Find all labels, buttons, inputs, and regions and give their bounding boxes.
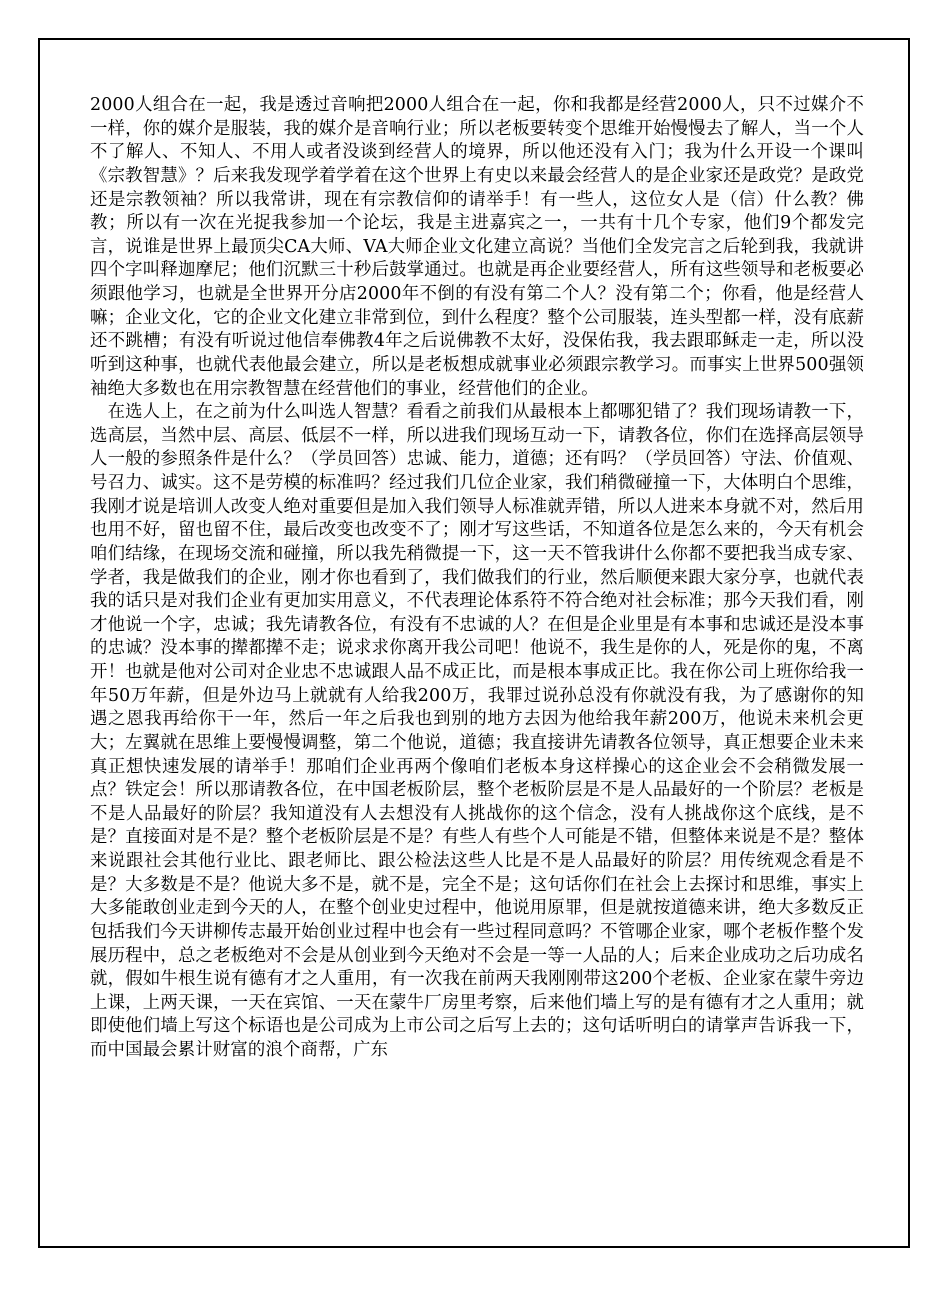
paragraph-1: 2000人组合在一起，我是透过音响把2000人组合在一起，你和我都是经营2000人，只不过媒介不一样，你的媒介是服装，我的媒介是音响行业；所以老板要转变个思维开始慢慢去了解人，当一个人不了解人、不知人、不用人或者没谈到经营人的境界，所以他还没有入门；我为什么开设一个课叫《宗教智慧》？后来我发现学着学着在这个世界上有史以来最会经营人的是企业家还是政党？是政党还是宗教领袖？所以我常讲，现在有宗教信仰的请举手！有一些人，这位女人是（信）什么教？佛教；所以有一次在光捉我参加一个论坛，我是主进嘉宾之一，一共有十几个专家，他们9个都发完言，说谁是世界上最顶尖CA大师、VA大师企业文化建立高说？当他们全发完言之后轮到我，我就讲四个字叫释迦摩尼；他们沉默三十秒后鼓掌通过。也就是再企业要经营人，所有这些领导和老板要必须跟他学习，也就是全世界开分店2000年不倒的有没有第二个人？没有第二个；你看，他是经营人嘛；企业文化，它的企业文化建立非常到位，到什么程度？整个公司服装，连头型都一样，没有底薪还不跳槽；有没有听说过他信奉佛教4年之后说佛教不太好，没保佑我，我去跟耶稣走一走，所以没听到这种事，也就代表他最会建立，所以是老板想成就事业必须跟宗教学习。而事实上世界500强领袖绝大多数也在用宗教智慧在经营他们的事业，经营他们的企业。 xyxy=(90,95,864,399)
document-body xyxy=(90,94,864,1063)
paragraph-2: 在选人上，在之前为什么叫选人智慧？看看之前我们从最根本上都哪犯错了？我们现场请教一下，选高层，当然中层、高层、低层不一样，所以进我们现场互动一下，请教各位，你们在选择高层领导人一般的参照条件是什么？（学员回答）忠诚、能力，道德；还有吗？（学员回答）守法、价值观、号召力、诚实。这不是劳模的标准吗？经过我们几位企业家，我们稍微碰撞一下，大体明白个思维，我刚才说是培训人改变人绝对重要但是加入我们领导人标准就弄错，所以人进来本身就不对，然后用也用不好，留也留不住，最后改变也改变不了；刚才写这些话，不知道各位是怎么来的，今天有机会咱们结缘，在现场交流和碰撞，所以我先稍微提一下，这一天不管我讲什么你都不要把我当成专家、学者，我是做我们的企业，刚才你也看到了，我们做我们的行业，然后顺便来跟大家分享，也就代表我的话只是对我们企业有更加实用意义，不代表理论体系符不符合绝对社会标准；那今天我们看，刚才他说一个字，忠诚；我先请教各位，有没有不忠诚的人？在但是企业里是有本事和忠诚还是没本事的忠诚？没本事的撵都撵不走；说求求你离开我公司吧！他说不，我生是你的人，死是你的鬼，不离开！也就是他对公司对企业忠不忠诚跟人品不成正比，而是根本事成正比。我在你公司上班你给我一年50万年薪，但是外边马上就就有人给我200万，我罪过说孙总没有你就没有我，为了感谢你的知遇之恩我再给你干一年，然后一年之后我也到别的地方去因为他给我年薪200万，他说未来机会更大；左翼就在思维上要慢慢调整，第二个他说，道德；我直接讲先请教各位领导，真正想要企业未来真正想快速发展的请举手！那咱们企业再两个像咱们老板本身这样操心的这企业会不会稍微发展一点？铁定会！所以那请教各位，在中国老板阶层，整个老板阶层是不是人品最好的一个阶层？老板是不是人品最好的阶层？我知道没有人去想没有人挑战你的这个信念，没有人挑战你这个底线，是不是？直接面对是不是？整个老板阶层是不是？有些人有些个人可能是不错，但整体来说是不是？整体来说跟社会其他行业比、跟老师比、跟公检法这些人比是不是人品最好的阶层？用传统观念看是不是？大多数是不是？他说大多不是，就不是，完全不是；这句话你们在社会上去探讨和思维，事实上大多能敢创业走到今天的人，在整个创业史过程中，他说用原罪，但是就按道德来讲，绝大多数反正包括我们今天讲柳传志最开始创业过程中也会有一些过程同意吗？不管哪企业家，哪个老板作整个发展历程中，总之老板绝对不会是从创业到今天绝对不会是一等一人品的人；后来企业成功之后功成名就，假如牛根生说有德有才之人重用，有一次我在前两天我刚刚带这200个老板、企业家在蒙牛旁边上课，上两天课，一天在宾馆、一天在蒙牛厂房里考察，后来他们墙上写的是有德有才之人重用；就即使他们墙上写这个标语也是公司成为上市公司之后写上去的；这句话听明白的请掌声告诉我一下，而中国最会累计财富的浪个商帮，广东 xyxy=(90,402,864,1060)
